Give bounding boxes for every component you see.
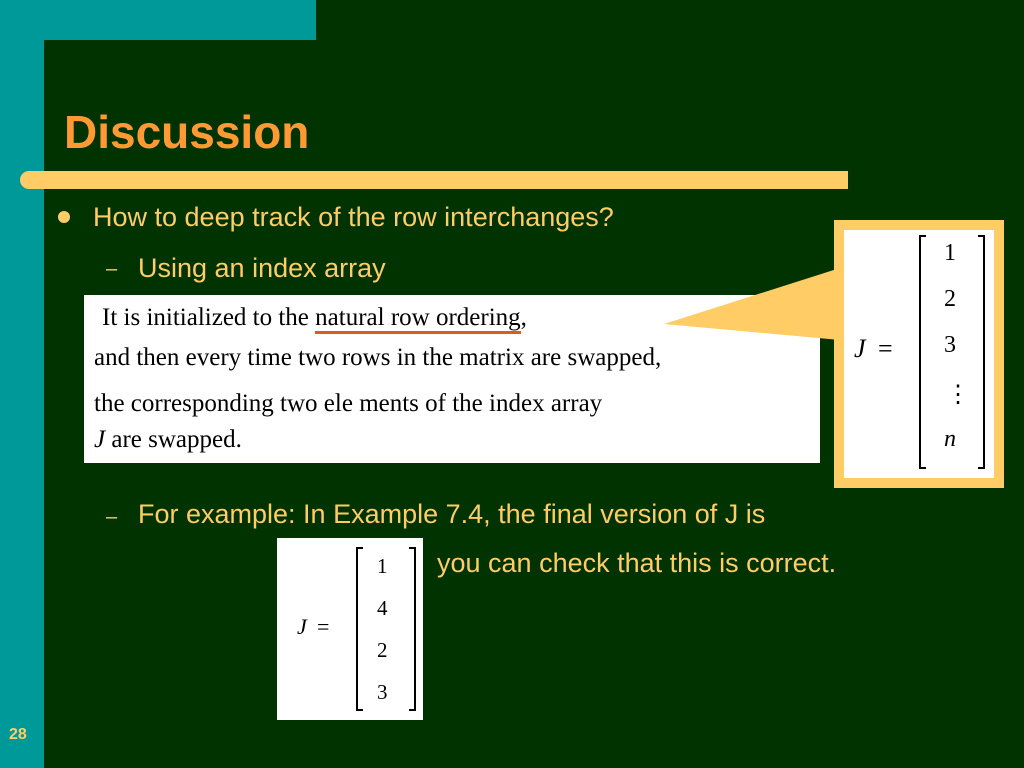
slide-title: Discussion [64,106,310,158]
bullet-text: How to deep track of the row interchanges? [93,202,614,232]
title-underline-bar [20,171,848,189]
sub-bullet-index-array: Using an index array [138,253,386,283]
quote-line-1 [102,303,527,333]
dash-icon: – [106,506,118,528]
dash-icon: – [106,258,118,280]
rounded-corner [44,40,84,80]
matrix-final-entry-2: 4 [377,596,388,620]
matrix-final-entry-3: 2 [377,638,388,662]
sub-bullet-example: For example: In Example 7.4, the final version of J is [138,499,766,529]
quote-var-j: J [94,426,106,453]
quote-line-2: and then every time two rows in the matrix are swapped, [94,344,662,371]
quote-box [84,295,820,463]
quote-line-4 [94,425,242,455]
matrix-final-label: J [297,614,307,639]
matrix-initial-inner [844,230,994,478]
teal-header-band [0,0,316,40]
matrix-final-equals: = [317,614,330,639]
teal-side-band [0,0,44,768]
quote-line-1-suffix: , [520,304,527,331]
matrix-initial-vdots: ⋮ [946,382,970,408]
matrix-initial-label: J [854,334,866,363]
matrix-initial-brackets [844,230,994,478]
matrix-initial-box [834,220,1004,488]
sub-bullet-example-continued: you can check that this is correct. [437,548,837,578]
page-number: 28 [9,726,27,743]
matrix-initial-equals: = [878,334,893,363]
bullet-dot-icon [58,211,70,223]
quote-line-3: the corresponding two ele ments of the index array [94,390,603,417]
matrix-final-brackets [277,538,423,720]
matrix-final-entry-1: 1 [377,554,388,578]
matrix-initial-entry-1: 1 [944,240,956,266]
quote-line-4-rest: are swapped. [105,426,242,453]
matrix-initial-entry-n: n [944,426,956,452]
quote-line-1-prefix: It is initialized to the [102,304,316,331]
matrix-final-box [277,538,423,720]
matrix-initial-entry-3: 3 [944,332,956,358]
matrix-final-entry-4: 3 [377,680,388,704]
matrix-initial-entry-2: 2 [944,286,956,312]
natural-row-ordering-underlined: natural row ordering [315,304,520,334]
